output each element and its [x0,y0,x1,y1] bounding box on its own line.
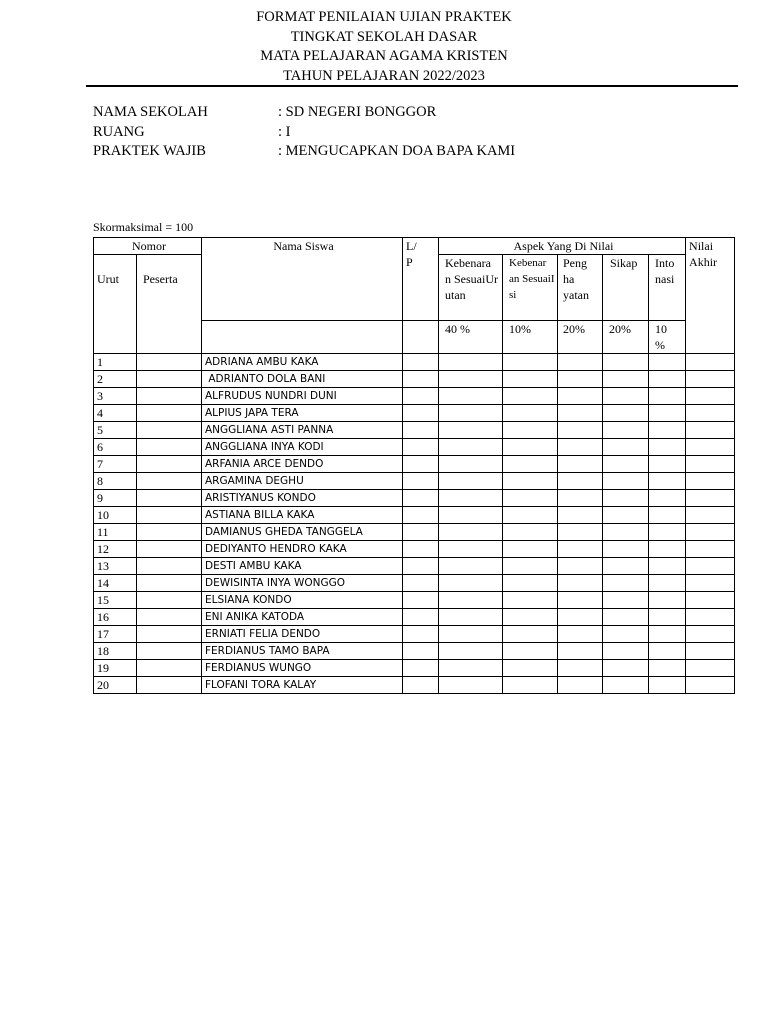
final-score-cell [686,405,735,422]
student-lp-cell [403,609,439,626]
student-number: 19 [94,660,137,677]
student-peserta-cell [137,592,202,609]
score-cell [439,626,503,643]
score-cell [558,609,603,626]
student-lp-cell [403,456,439,473]
score-cell [649,677,686,694]
final-score-cell [686,371,735,388]
score-cell [558,643,603,660]
header-urut: Urut [94,255,137,354]
score-cell [558,490,603,507]
score-cell [439,643,503,660]
score-cell [503,371,558,388]
aspek-col-label: Sikap [603,255,649,321]
student-peserta-cell [137,507,202,524]
score-cell [503,643,558,660]
student-name: ALFRUDUS NUNDRI DUNI [202,388,403,405]
student-name: ASTIANA BILLA KAKA [202,507,403,524]
score-cell [439,473,503,490]
header-title: FORMAT PENILAIAN UJIAN PRAKTEK [256,9,512,25]
final-score-cell [686,456,735,473]
student-name: ERNIATI FELIA DENDO [202,626,403,643]
final-score-cell [686,388,735,405]
student-number: 16 [94,609,137,626]
score-cell [649,439,686,456]
header-divider [86,85,738,87]
student-number: 8 [94,473,137,490]
score-cell [439,405,503,422]
student-peserta-cell [137,626,202,643]
score-cell [558,524,603,541]
student-row [94,354,735,371]
student-number: 11 [94,524,137,541]
school-info [93,103,515,162]
practice-label: PRAKTEK WAJIB [93,143,206,159]
score-cell [603,592,649,609]
student-row [94,405,735,422]
score-cell [649,371,686,388]
student-name: DAMIANUS GHEDA TANGGELA [202,524,403,541]
score-cell [439,490,503,507]
score-cell [603,575,649,592]
score-cell [603,507,649,524]
room-label: RUANG [93,123,145,140]
student-row [94,456,735,473]
aspek-col-weight: 20% [603,321,649,354]
student-row [94,473,735,490]
score-cell [503,524,558,541]
weights-blank-cell [202,321,403,354]
score-cell [558,507,603,524]
score-cell [558,541,603,558]
score-cell [603,473,649,490]
student-name: FERDIANUS WUNGO [202,660,403,677]
student-lp-cell [403,524,439,541]
score-cell [439,371,503,388]
student-row [94,643,735,660]
student-lp-cell [403,371,439,388]
student-peserta-cell [137,388,202,405]
student-lp-cell [403,677,439,694]
student-peserta-cell [137,439,202,456]
student-peserta-cell [137,677,202,694]
final-score-cell [686,439,735,456]
score-cell [649,388,686,405]
student-number: 20 [94,677,137,694]
header-level: TINGKAT SEKOLAH DASAR [290,28,478,45]
student-lp-cell [403,422,439,439]
student-lp-cell [403,592,439,609]
student-number: 15 [94,592,137,609]
score-cell [558,354,603,371]
student-number: 14 [94,575,137,592]
score-cell [603,626,649,643]
score-cell [558,371,603,388]
student-name: ANGGLIANA INYA KODI [202,439,403,456]
score-cell [503,388,558,405]
student-peserta-cell [137,643,202,660]
student-name: ELSIANA KONDO [202,592,403,609]
final-score-cell [686,558,735,575]
score-cell [603,490,649,507]
student-name: ENI ANIKA KATODA [202,609,403,626]
aspek-col-weight: 10 % [649,321,686,354]
score-cell [603,558,649,575]
score-cell [649,524,686,541]
student-number: 12 [94,541,137,558]
header-nilai-akhir: Nilai Akhir [686,238,735,354]
score-cell [439,575,503,592]
aspek-col-weight: 40 % [439,321,503,354]
final-score-cell [686,354,735,371]
student-name: ANGGLIANA ASTI PANNA [202,422,403,439]
student-name: ARGAMINA DEGHU [202,473,403,490]
aspek-col-label: Into nasi [649,255,686,321]
score-cell [558,677,603,694]
score-cell [558,575,603,592]
student-number: 17 [94,626,137,643]
score-cell [649,575,686,592]
student-peserta-cell [137,422,202,439]
aspek-col-label: Peng ha yatan [558,255,603,321]
score-cell [649,507,686,524]
score-cell [558,626,603,643]
score-cell [558,592,603,609]
score-cell [503,405,558,422]
student-row [94,609,735,626]
score-cell [503,609,558,626]
final-score-cell [686,473,735,490]
header-lp: L/ P [403,238,439,321]
student-number: 1 [94,354,137,371]
score-cell [503,575,558,592]
student-row [94,660,735,677]
final-score-cell [686,660,735,677]
score-cell [503,626,558,643]
student-lp-cell [403,439,439,456]
student-name: DEWISINTA INYA WONGGO [202,575,403,592]
final-score-cell [686,490,735,507]
score-cell [503,677,558,694]
score-cell [649,541,686,558]
info-row-room [93,123,515,143]
student-row [94,524,735,541]
final-score-cell [686,592,735,609]
student-number: 6 [94,439,137,456]
score-cell [649,626,686,643]
score-cell [558,660,603,677]
final-score-cell [686,609,735,626]
student-row [94,422,735,439]
document-header [0,8,768,86]
score-cell [603,609,649,626]
score-cell [649,592,686,609]
student-number: 9 [94,490,137,507]
student-name: FLOFANI TORA KALAY [202,677,403,694]
score-cell [439,422,503,439]
score-cell [439,524,503,541]
student-row [94,490,735,507]
score-cell [649,558,686,575]
header-year: TAHUN PELAJARAN 2022/2023 [283,67,485,84]
score-cell [439,354,503,371]
score-cell [439,388,503,405]
score-cell [603,660,649,677]
aspek-col-weight: 10% [503,321,558,354]
student-peserta-cell [137,405,202,422]
score-cell [503,422,558,439]
student-row [94,626,735,643]
student-name: ARFANIA ARCE DENDO [202,456,403,473]
score-cell [649,490,686,507]
final-score-cell [686,643,735,660]
aspek-col-label: Kebenara n SesuaiUr utan [439,255,503,321]
student-lp-cell [403,507,439,524]
score-cell [503,439,558,456]
score-cell [503,473,558,490]
final-score-cell [686,677,735,694]
weights-blank-cell [403,321,439,354]
score-cell [558,439,603,456]
student-name: ADRIANA AMBU KAKA [202,354,403,371]
student-peserta-cell [137,660,202,677]
aspek-col-label: Kebenar an SesuaiI si [503,255,558,321]
student-name: ALPIUS JAPA TERA [202,405,403,422]
student-name: DEDIYANTO HENDRO KAKA [202,541,403,558]
final-score-cell [686,575,735,592]
score-cell [503,354,558,371]
student-row [94,541,735,558]
student-number: 10 [94,507,137,524]
student-lp-cell [403,388,439,405]
practice-value: : MENGUCAPKAN DOA BAPA KAMI [278,143,516,159]
student-peserta-cell [137,456,202,473]
score-cell [558,405,603,422]
student-lp-cell [403,558,439,575]
student-name: DESTI AMBU KAKA [202,558,403,575]
score-cell [603,388,649,405]
score-cell [603,439,649,456]
score-cell [603,422,649,439]
score-cell [603,541,649,558]
student-peserta-cell [137,473,202,490]
student-peserta-cell [137,490,202,507]
score-cell [558,422,603,439]
score-cell [503,490,558,507]
header-nomor: Nomor [94,238,202,255]
student-number: 4 [94,405,137,422]
score-cell [603,405,649,422]
student-lp-cell [403,490,439,507]
student-lp-cell [403,541,439,558]
score-cell [603,456,649,473]
score-cell [558,473,603,490]
student-lp-cell [403,626,439,643]
header-peserta: Peserta [137,255,202,354]
score-cell [649,660,686,677]
score-cell [558,456,603,473]
score-cell [439,541,503,558]
student-row [94,677,735,694]
student-peserta-cell [137,371,202,388]
score-cell [603,643,649,660]
student-number: 13 [94,558,137,575]
room-value: : I [278,123,291,140]
score-cell [439,660,503,677]
student-name: ADRIANTO DOLA BANI [202,371,403,388]
score-cell [439,592,503,609]
score-cell [649,405,686,422]
info-row-practice [93,142,515,162]
student-lp-cell [403,354,439,371]
info-row-school [93,103,515,123]
student-peserta-cell [137,524,202,541]
final-score-cell [686,422,735,439]
school-value: : SD NEGERI BONGGOR [278,104,437,120]
final-score-cell [686,541,735,558]
student-number: 7 [94,456,137,473]
student-number: 3 [94,388,137,405]
assessment-table [93,237,735,694]
score-cell [503,558,558,575]
score-cell [649,609,686,626]
score-cell [603,371,649,388]
score-cell [439,609,503,626]
student-name: FERDIANUS TAMO BAPA [202,643,403,660]
final-score-cell [686,626,735,643]
student-peserta-cell [137,354,202,371]
student-number: 18 [94,643,137,660]
score-cell [649,643,686,660]
student-lp-cell [403,473,439,490]
score-cell [439,677,503,694]
final-score-cell [686,507,735,524]
score-cell [603,524,649,541]
score-cell [439,507,503,524]
student-peserta-cell [137,541,202,558]
aspek-col-weight: 20% [558,321,603,354]
header-subject: MATA PELAJARAN AGAMA KRISTEN [260,48,508,64]
score-cell [649,473,686,490]
score-cell [439,439,503,456]
student-peserta-cell [137,575,202,592]
score-cell [649,456,686,473]
student-number: 5 [94,422,137,439]
score-cell [603,677,649,694]
student-row [94,371,735,388]
student-row [94,558,735,575]
student-name: ARISTIYANUS KONDO [202,490,403,507]
score-cell [503,660,558,677]
score-cell [503,592,558,609]
score-cell [649,354,686,371]
student-row [94,439,735,456]
score-cell [649,422,686,439]
max-score-label: Skormaksimal = 100 [93,220,194,234]
header-nama-siswa: Nama Siswa [202,238,403,321]
header-aspek: Aspek Yang Di Nilai [439,238,686,255]
student-row [94,575,735,592]
student-number: 2 [94,371,137,388]
score-cell [603,354,649,371]
student-peserta-cell [137,609,202,626]
student-lp-cell [403,660,439,677]
score-cell [503,456,558,473]
final-score-cell [686,524,735,541]
student-row [94,507,735,524]
school-label: NAMA SEKOLAH [93,104,208,120]
student-row [94,592,735,609]
score-cell [558,558,603,575]
score-cell [439,558,503,575]
student-lp-cell [403,405,439,422]
score-cell [503,541,558,558]
student-lp-cell [403,643,439,660]
score-cell [503,507,558,524]
score-cell [558,388,603,405]
student-row [94,388,735,405]
student-lp-cell [403,575,439,592]
student-peserta-cell [137,558,202,575]
score-cell [439,456,503,473]
